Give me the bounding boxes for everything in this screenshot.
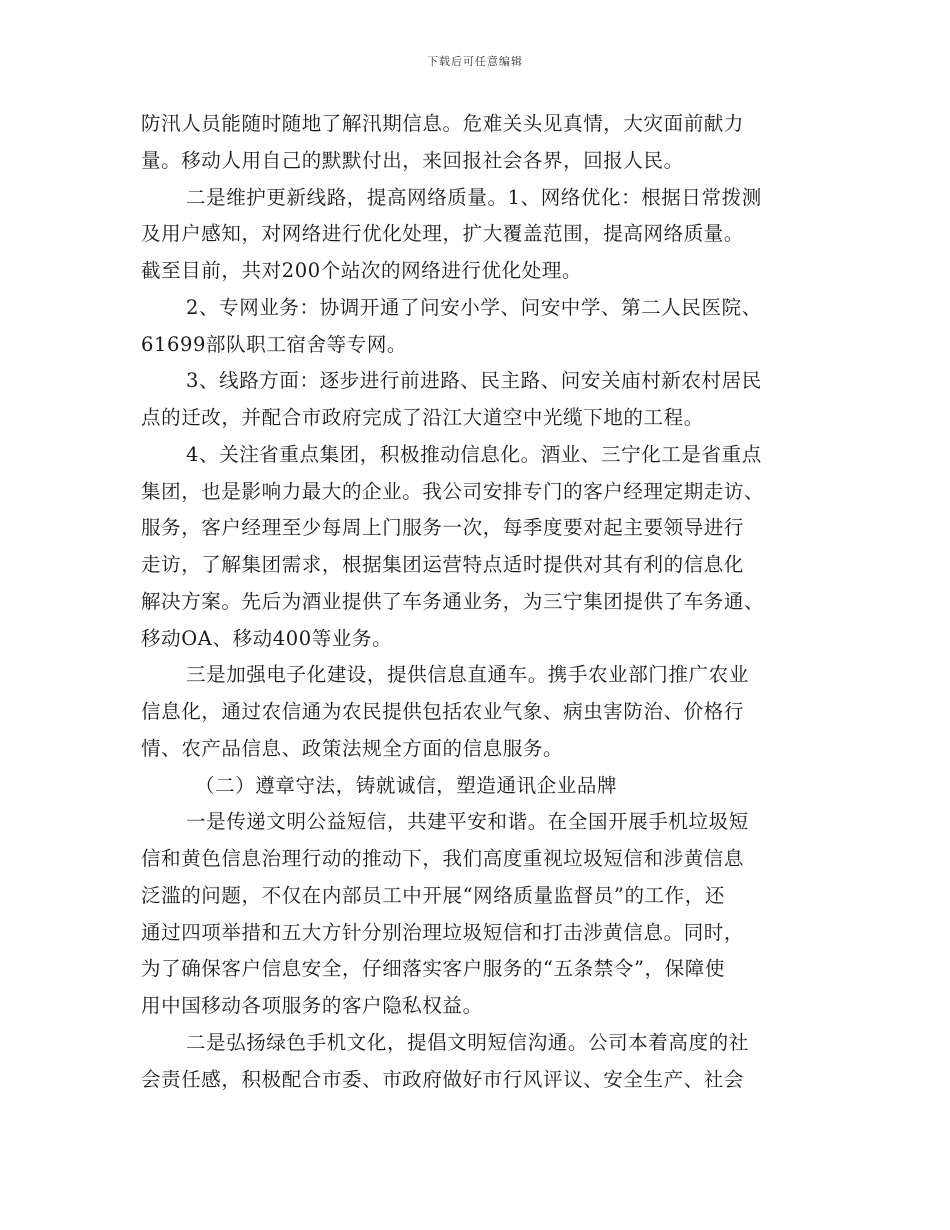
text-line: 二是维护更新线路，提高网络质量。1、网络优化：根据日常拨测 xyxy=(186,185,762,209)
text-line: 会责任感，积极配合市委、市政府做好市行风评议、安全生产、社会 xyxy=(141,1067,745,1091)
text-line: 信息化，通过农信通为农民提供包括农业气象、病虫害防治、价格行 xyxy=(141,700,745,723)
section-heading: （二）遵章守法，铸就诚信，塑造通讯企业品牌 xyxy=(195,773,618,797)
text-line: 用中国移动各项服务的客户隐私权益。 xyxy=(141,994,483,1017)
text-line: 情、农产品信息、政策法规全方面的信息服务。 xyxy=(141,736,564,760)
text-line: 服务，客户经理至少每周上门服务一次，每季度要对起主要领导进行 xyxy=(141,516,745,540)
text-line: 二是弘扬绿色手机文化，提倡文明短信沟通。公司本着高度的社 xyxy=(186,1030,749,1054)
text-line: 4、关注省重点集团，积极推动信息化。酒业、三宁化工是省重点 xyxy=(186,442,762,466)
text-line: 走访，了解集团需求，根据集团运营特点适时提供对其有利的信息化 xyxy=(141,553,745,576)
text-line: 防汛人员能随时随地了解汛期信息。危难关头见真情，大灾面前献力 xyxy=(141,112,745,135)
text-line: 量。移动人用自己的默默付出，来回报社会各界，回报人民。 xyxy=(141,148,684,172)
text-line: 及用户感知，对网络进行优化处理，扩大覆盖范围，提高网络质量。 xyxy=(141,222,745,246)
text-line: 通过四项举措和五大方针分别治理垃圾短信和打击涉黄信息。同时， xyxy=(141,920,745,944)
text-line: 移动OA、移动400等业务。 xyxy=(141,626,393,650)
text-line: 截至目前，共对200个站次的网络进行优化处理。 xyxy=(141,259,583,282)
text-line: 3、线路方面：逐步进行前进路、民主路、问安关庙村新农村居民 xyxy=(186,369,762,393)
page-header: 下载后可任意编辑 xyxy=(427,55,523,68)
text-line: 集团，也是影响力最大的企业。我公司安排专门的客户经理定期走访、 xyxy=(141,479,765,503)
text-line: 61699部队职工宿舍等专网。 xyxy=(141,332,408,356)
text-line: 信和黄色信息治理行动的推动下，我们高度重视垃圾短信和涉黄信息 xyxy=(141,847,745,870)
text-line: 点的迁改，并配合市政府完成了沿江大道空中光缆下地的工程。 xyxy=(141,406,704,429)
document-body xyxy=(141,106,811,1098)
text-line: 泛滥的问题，不仅在内部员工中开展“网络质量监督员”的工作，还 xyxy=(141,883,725,907)
text-line: 为了确保客户信息安全，仔细落实客户服务的“五条禁令”，保障使 xyxy=(141,957,725,981)
text-line: 一是传递文明公益短信，共建平安和谐。在全国开展手机垃圾短 xyxy=(186,810,749,834)
text-line: 三是加强电子化建设，提供信息直通车。携手农业部门推广农业 xyxy=(186,663,749,687)
text-line: 2、专网业务：协调开通了问安小学、问安中学、第二人民医院、 xyxy=(186,295,762,319)
text-line: 解决方案。先后为酒业提供了车务通业务，为三宁集团提供了车务通、 xyxy=(141,589,765,613)
